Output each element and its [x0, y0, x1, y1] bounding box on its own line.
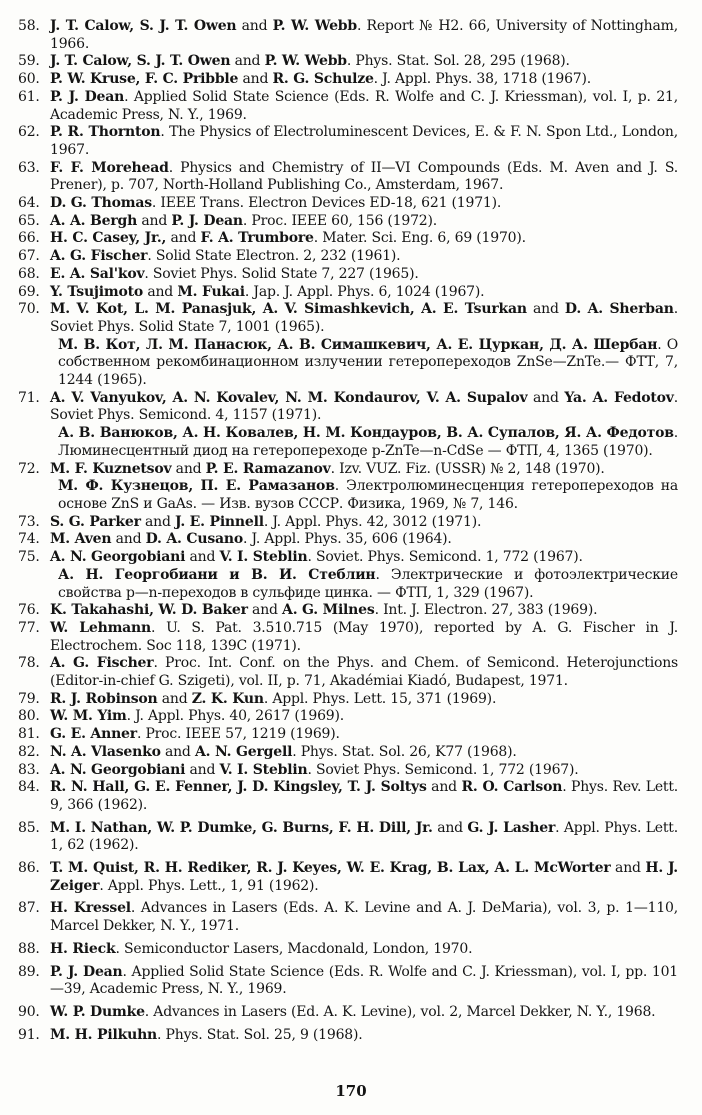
reference-authors: A. N. Georgobiani	[50, 761, 186, 778]
reference-authors: G. E. Anner	[50, 726, 137, 743]
reference-conjunction: and	[111, 531, 146, 548]
reference-citation: . Soviet Phys. Semicond. 4, 1157 (1971).	[50, 389, 678, 424]
reference-authors: W. Lehmann	[50, 619, 152, 636]
reference-conjunction: and	[610, 860, 646, 877]
reference-conjunction: and	[157, 690, 192, 707]
reference-entry	[18, 860, 678, 895]
reference-conjunction: and	[527, 389, 565, 406]
reference-citation-russian: . О собственном рекомбинационном излучении гетеропереходов ZnSe—ZnTe.— ФТТ, 7, 1244 (1965).	[58, 336, 678, 389]
reference-number: 91.	[18, 1026, 40, 1043]
reference-authors: M. Aven	[50, 531, 112, 548]
reference-citation: . Izv. VUZ. Fiz. (USSR) № 2, 148 (1970).	[330, 460, 605, 477]
reference-number: 69.	[18, 283, 40, 300]
reference-russian-translation	[18, 337, 678, 390]
reference-entry	[18, 1004, 678, 1022]
reference-authors-last: P. W. Webb	[272, 18, 357, 34]
reference-number: 90.	[18, 1003, 40, 1020]
reference-citation: . J. Appl. Phys. 35, 606 (1964).	[243, 531, 452, 548]
reference-entry	[18, 230, 678, 248]
reference-citation: . Semiconductor Lasers, Macdonald, London, 1970.	[115, 940, 473, 957]
reference-authors: P. J. Dean	[50, 963, 123, 980]
reference-number: 85.	[18, 819, 40, 836]
reference-authors-last: A. G. Milnes	[282, 602, 375, 619]
reference-authors: M. H. Pilkuhn	[50, 1026, 158, 1043]
reference-authors-russian: М. Ф. Кузнецов, П. Е. Рамазанов	[58, 478, 335, 495]
reference-citation: . Advances in Lasers (Eds. A. K. Levine and A. J. DeMaria), vol. 3, p. 1—110, Marcel Dekker, N. Y., 1971.	[50, 900, 678, 935]
reference-authors: R. J. Robinson	[50, 690, 158, 707]
reference-authors-russian: М. В. Кот, Л. М. Панасюк, А. В. Симашкевич, А. Е. Цуркан, Д. А. Шербан	[58, 336, 658, 353]
reference-entry	[18, 655, 678, 690]
reference-citation: . The Physics of Electroluminescent Devices, E. & F. N. Spon Ltd., London, 1967.	[50, 124, 678, 158]
reference-authors: H. Rieck	[50, 940, 116, 957]
reference-number: 71.	[18, 389, 40, 406]
reference-entry	[18, 1027, 678, 1045]
reference-entry	[18, 531, 678, 549]
reference-conjunction: and	[171, 460, 206, 477]
reference-authors: K. Takahashi, W. D. Baker	[50, 602, 248, 619]
reference-citation-russian: . Электрические и фотоэлектрические свойства p—n-переходов в сульфиде цинка. — ФТП, 1, 329 (1967).	[58, 566, 678, 601]
reference-authors: A. V. Vanyukov, A. N. Kovalev, N. M. Kondaurov, V. A. Supalov	[50, 389, 528, 406]
reference-conjunction: and	[166, 230, 201, 247]
reference-citation: . Solid State Electron. 2, 232 (1961).	[147, 248, 401, 265]
reference-authors: A. G. Fischer	[50, 248, 148, 265]
reference-conjunction: and	[432, 819, 468, 836]
reference-number: 82.	[18, 743, 40, 760]
reference-authors: A. G. Fischer	[50, 655, 154, 672]
reference-entry	[18, 820, 678, 855]
reference-authors-last: P. W. Webb	[264, 53, 347, 70]
reference-authors-last: V. I. Steblin	[219, 761, 308, 778]
reference-number: 63.	[18, 159, 40, 176]
reference-conjunction: and	[426, 779, 462, 796]
reference-entry	[18, 53, 678, 71]
reference-number: 86.	[18, 860, 40, 877]
reference-number: 62.	[18, 124, 40, 141]
reference-citation: . Applied Solid State Science (Eds. R. Wolfe and C. J. Kriessman), vol. I, pp. 101—39, Academic Press, N. Y., 1969.	[50, 963, 679, 998]
reference-citation: . U. S. Pat. 3.510.715 (May 1970), reported by A. G. Fischer in J. Electrochem. Soc 118, 139C (1971).	[50, 619, 678, 654]
reference-entry	[18, 390, 678, 425]
reference-citation: . Proc. IEEE 60, 156 (1972).	[242, 212, 438, 229]
reference-russian-translation	[18, 567, 678, 602]
reference-entry	[18, 602, 678, 620]
reference-russian-translation	[18, 425, 678, 460]
reference-list	[18, 18, 678, 1044]
reference-number: 60.	[18, 71, 40, 88]
reference-number: 75.	[18, 549, 40, 566]
reference-entry	[18, 18, 678, 53]
reference-authors: P. J. Dean	[50, 88, 125, 105]
reference-entry	[18, 160, 678, 195]
reference-authors-last: D. A. Cusano	[145, 531, 244, 548]
reference-number: 87.	[18, 900, 40, 917]
reference-number: 65.	[18, 212, 40, 229]
reference-entry	[18, 900, 678, 935]
reference-number: 59.	[18, 53, 40, 70]
reference-citation: . Proc. Int. Conf. on the Phys. and Chem. of Semicond. Heterojunctions (Editor-in-chief G. Szigeti), vol. II, p. 71, Akadémiai Kiadó, Budapest, 1971.	[50, 655, 678, 690]
reference-authors-last: Z. K. Kun	[191, 690, 264, 707]
reference-number: 88.	[18, 940, 40, 957]
reference-number: 84.	[18, 779, 40, 796]
reference-entry	[18, 195, 678, 213]
reference-entry	[18, 124, 678, 159]
reference-entry	[18, 461, 678, 479]
reference-authors-last: H. J. Zeiger	[50, 860, 678, 894]
reference-authors: S. G. Parker	[50, 513, 141, 530]
reference-conjunction: and	[236, 18, 273, 34]
reference-authors-last: R. G. Schulze	[272, 71, 374, 88]
reference-authors: W. P. Dumke	[50, 1003, 145, 1020]
reference-citation: . Physics and Chemistry of II—VI Compounds (Eds. M. Aven and J. S. Prener), p. 707, North-Holland Publishing Co., Amsterdam, 1967.	[50, 159, 678, 194]
reference-citation: . Soviet. Phys. Semicond. 1, 772 (1967).	[307, 549, 583, 566]
reference-authors: M. I. Nathan, W. P. Dumke, G. Burns, F. H. Dill, Jr.	[50, 819, 433, 836]
reference-entry	[18, 266, 678, 284]
reference-number: 58.	[18, 18, 40, 34]
reference-entry	[18, 762, 678, 780]
reference-entry	[18, 708, 678, 726]
reference-authors: R. N. Hall, G. E. Fenner, J. D. Kingsley, T. J. Soltys	[50, 779, 427, 796]
reference-number: 81.	[18, 726, 40, 743]
reference-citation: . Applied Solid State Science (Eds. R. Wolfe and C. J. Kriessman), vol. I, p. 21, Academic Press, N. Y., 1969.	[50, 88, 678, 123]
reference-authors-last: D. A. Sherban	[564, 301, 674, 318]
reference-citation: . J. Appl. Phys. 40, 2617 (1969).	[126, 708, 344, 725]
reference-authors: H. C. Casey, Jr.,	[50, 230, 167, 247]
reference-authors: M. F. Kuznetsov	[50, 460, 172, 477]
reference-number: 79.	[18, 690, 40, 707]
reference-conjunction: and	[247, 602, 283, 619]
reference-authors-last: V. I. Steblin	[219, 549, 308, 566]
reference-citation: . J. Appl. Phys. 38, 1718 (1967).	[373, 71, 592, 88]
reference-authors: A. N. Georgobiani	[50, 549, 186, 566]
reference-number: 64.	[18, 195, 40, 212]
reference-citation: . Phys. Stat. Sol. 28, 295 (1968).	[346, 53, 570, 70]
reference-conjunction: and	[526, 301, 565, 318]
reference-entry	[18, 691, 678, 709]
reference-number: 61.	[18, 88, 40, 105]
reference-citation: . J. Appl. Phys. 42, 3012 (1971).	[263, 513, 482, 530]
reference-authors: A. A. Bergh	[50, 212, 138, 229]
reference-entry	[18, 779, 678, 814]
reference-authors-last: P. J. Dean	[171, 212, 243, 229]
reference-authors-last: M. Fukai	[177, 283, 245, 300]
reference-authors: F. F. Morehead	[50, 159, 169, 176]
reference-entry	[18, 71, 678, 89]
reference-entry	[18, 89, 678, 124]
reference-citation: . Appl. Phys. Lett. 15, 371 (1969).	[263, 690, 497, 707]
reference-authors: J. T. Calow, S. J. T. Owen	[50, 53, 231, 70]
reference-authors: H. Kressel	[50, 900, 131, 917]
reference-entry	[18, 248, 678, 266]
reference-russian-translation	[18, 478, 678, 513]
reference-conjunction: and	[185, 761, 220, 778]
reference-entry	[18, 726, 678, 744]
reference-conjunction: and	[230, 53, 265, 70]
reference-conjunction: and	[185, 549, 220, 566]
reference-entry	[18, 744, 678, 762]
reference-authors-last: Ya. A. Fedotov	[564, 389, 674, 406]
reference-entry	[18, 301, 678, 336]
reference-authors: E. A. Sal'kov	[50, 265, 145, 282]
reference-number: 89.	[18, 963, 40, 980]
reference-number: 66.	[18, 230, 40, 247]
reference-number: 77.	[18, 619, 40, 636]
reference-authors: W. M. Yim	[50, 708, 127, 725]
reference-citation: . Phys. Stat. Sol. 26, K77 (1968).	[292, 743, 517, 760]
reference-entry	[18, 549, 678, 567]
reference-entry	[18, 284, 678, 302]
reference-authors: D. G. Thomas	[50, 195, 152, 212]
reference-authors: T. M. Quist, R. H. Rediker, R. J. Keyes, W. E. Krag, B. Lax, A. L. McWorter	[50, 860, 611, 877]
reference-number: 70.	[18, 301, 40, 318]
reference-entry	[18, 964, 678, 999]
reference-number: 83.	[18, 761, 40, 778]
reference-conjunction: and	[137, 212, 172, 229]
reference-number: 72.	[18, 460, 40, 477]
reference-citation: . Report № H2. 66, University of Nottingham, 1966.	[50, 18, 678, 52]
reference-citation-russian: . Люминесцентный диод на гетеропереходе p-ZnTe—n-CdSe — ФТП, 4, 1365 (1970).	[58, 425, 678, 459]
reference-citation: . Phys. Stat. Sol. 25, 9 (1968).	[157, 1026, 363, 1043]
reference-citation: . Advances in Lasers (Ed. A. K. Levine), vol. 2, Marcel Dekker, N. Y., 1968.	[144, 1003, 656, 1020]
reference-authors-russian: А. В. Ванюков, А. Н. Ковалев, Н. М. Кондауров, В. А. Супалов, Я. А. Федотов	[58, 425, 674, 442]
reference-conjunction: and	[238, 71, 273, 88]
reference-authors: P. W. Kruse, F. C. Pribble	[50, 71, 239, 88]
reference-authors-last: A. N. Gergell	[194, 743, 293, 760]
reference-entry	[18, 620, 678, 655]
reference-citation: . Jap. J. Appl. Phys. 6, 1024 (1967).	[244, 283, 485, 300]
reference-authors: N. A. Vlasenko	[50, 743, 161, 760]
reference-entry	[18, 213, 678, 231]
reference-authors: M. V. Kot, L. M. Panasjuk, A. V. Simashkevich, A. E. Tsurkan	[50, 301, 527, 318]
reference-citation-russian: . Электролюминесценция гетеропереходов на основе ZnS и GaAs. — Изв. вузов СССР. Физика, 1969, № 7, 146.	[58, 478, 678, 512]
reference-authors-russian: А. Н. Георгобиани и В. И. Стеблин	[58, 566, 376, 583]
reference-authors-last: G. J. Lasher	[467, 819, 556, 836]
reference-authors-last: R. O. Carlson	[461, 779, 563, 796]
reference-citation: . Soviet Phys. Solid State 7, 1001 (1965).	[50, 301, 678, 335]
reference-conjunction: and	[143, 283, 178, 300]
reference-citation: . Int. J. Electron. 27, 383 (1969).	[374, 602, 598, 619]
page-number: 170	[335, 1082, 367, 1100]
reference-number: 80.	[18, 708, 40, 725]
reference-citation: . Phys. Rev. Lett. 9, 366 (1962).	[50, 779, 679, 813]
reference-entry	[18, 941, 678, 959]
reference-authors: P. R. Thornton	[50, 124, 161, 141]
reference-citation: . IEEE Trans. Electron Devices ED-18, 621 (1971).	[151, 195, 502, 212]
reference-authors-last: P. E. Ramazanov	[205, 460, 331, 477]
reference-citation: . Appl. Phys. Lett., 1, 91 (1962).	[99, 877, 319, 894]
reference-number: 78.	[18, 655, 40, 672]
reference-number: 74.	[18, 531, 40, 548]
reference-number: 73.	[18, 513, 40, 530]
reference-authors: J. T. Calow, S. J. T. Owen	[50, 18, 237, 34]
reference-number: 68.	[18, 265, 40, 282]
reference-authors: Y. Tsujimoto	[50, 283, 144, 300]
reference-citation: . Appl. Phys. Lett. 1, 62 (1962).	[50, 819, 678, 854]
reference-citation: . Soviet Phys. Semicond. 1, 772 (1967).	[307, 761, 579, 778]
reference-number: 76.	[18, 602, 40, 619]
reference-citation: . Mater. Sci. Eng. 6, 69 (1970).	[313, 230, 526, 247]
reference-citation: . Soviet Phys. Solid State 7, 227 (1965).	[144, 265, 419, 282]
reference-entry	[18, 514, 678, 532]
reference-authors-last: F. A. Trumbore	[200, 230, 314, 247]
reference-conjunction: and	[140, 513, 175, 530]
reference-citation: . Proc. IEEE 57, 1219 (1969).	[136, 726, 340, 743]
reference-number: 67.	[18, 248, 40, 265]
reference-conjunction: and	[160, 743, 195, 760]
reference-authors-last: J. E. Pinnell	[174, 513, 264, 530]
